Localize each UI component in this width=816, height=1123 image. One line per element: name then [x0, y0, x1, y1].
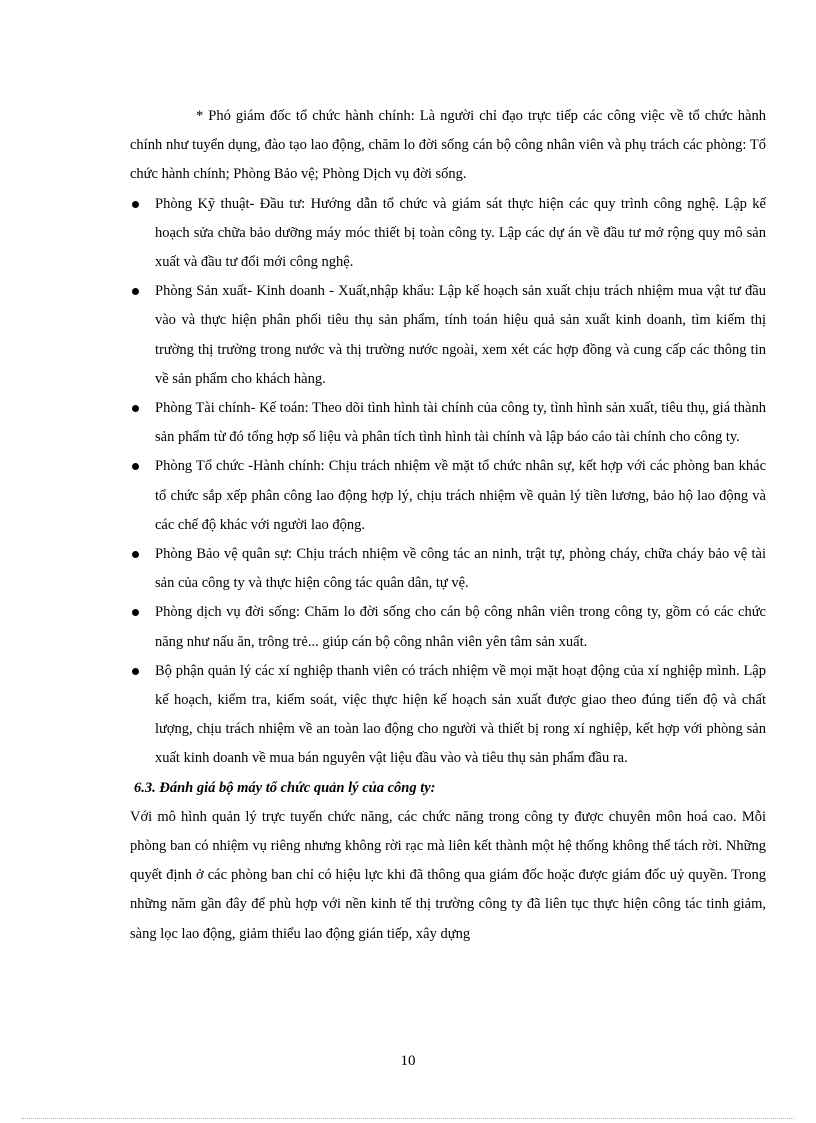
list-item — [130, 598, 766, 656]
bullet-icon — [132, 668, 139, 675]
intro-paragraph: * Phó giám đốc tổ chức hành chính: Là người chỉ đạo trực tiếp các công việc về tổ chức hành chính như tuyển dụng, đào tạo lao động, chăm lo đời sống cán bộ công nhân viên và phụ trách các phòng: Tổ chức hành chính; Phòng Bảo vệ; Phòng Dịch vụ đời sống. — [130, 108, 766, 183]
bullet-icon — [132, 201, 139, 208]
list-item-text: Phòng Sản xuất- Kinh doanh - Xuất,nhập khẩu: Lập kế hoạch sản xuất chịu trách nhiệm mua vật tư đầu vào và thực hiện phân phối tiêu thụ sản phẩm, tính toán hiệu quả sản xuất kinh doanh, tìm kiếm thị trường thị trường trong nước và thị trường nước ngoài, xem xét các hợp đồng và cung cấp các thông tin về sản phẩm cho khách hàng. — [155, 283, 766, 387]
bullet-icon — [132, 551, 139, 558]
bullet-icon — [132, 609, 139, 616]
bullet-icon — [132, 463, 139, 470]
list-item — [130, 452, 766, 540]
list-item-text: Phòng Tổ chức -Hành chính: Chịu trách nhiệm về mặt tổ chức nhân sự, kết hợp với các phòng ban khác tổ chức sắp xếp phân công lao động hợp lý, chịu trách nhiệm về quản lý tiền lương, bảo hộ lao động và các chế độ khác với người lao động. — [155, 458, 766, 533]
section-paragraph: Với mô hình quản lý trực tuyến chức năng, các chức năng trong công ty được chuyên môn hoá cao. Mỗi phòng ban có nhiệm vụ riêng nhưng không rời rạc mà liên kết thành một hệ thống không thể tách rời. Những quyết định ở các phòng ban chỉ có hiệu lực khi đã thông qua giám đốc hoặc được giám đốc uỷ quyền. Trong những năm gần đây để phù hợp với nền kinh tế thị trường công ty đã liên tục thực hiện công tác tinh giảm, sàng lọc lao động, giảm thiểu lao động gián tiếp, xây dựng — [130, 808, 766, 942]
list-item-text: Phòng Tài chính- Kế toán: Theo dõi tình hình tài chính của công ty, tình hình sản xuất, tiêu thụ, giá thành sản phẩm từ đó tổng hợp số liệu và phân tích tình hình tài chính và lập báo cáo tài chính cho công ty. — [155, 400, 766, 446]
list-item — [130, 277, 766, 394]
department-list — [130, 190, 766, 774]
list-item-text: Phòng Kỹ thuật- Đầu tư: Hướng dẫn tổ chức và giám sát thực hiện các quy trình công nghệ. Lập kế hoạch sửa chữa bảo dưỡng máy móc thiết bị toàn công ty. Lập các dự án về đầu tư mở rộng quy mô sản xuất và đầu tư đổi mới công nghệ. — [155, 195, 766, 271]
list-item-text: Phòng dịch vụ đời sống: Chăm lo đời sống cho cán bộ công nhân viên trong công ty, gồm có các chức năng như nấu ăn, trông trẻ... giúp cán bộ công nhân viên yên tâm sản xuất. — [155, 604, 766, 650]
page-border-line — [22, 1118, 794, 1119]
list-item — [130, 657, 766, 774]
bullet-icon — [132, 288, 139, 295]
bullet-icon — [132, 405, 139, 412]
list-item-text: Phòng Bảo vệ quân sự: Chịu trách nhiệm về công tác an ninh, trật tự, phòng cháy, chữa cháy bảo vệ tài sản của công ty và thực hiện công tác quân dân, tự vệ. — [155, 546, 766, 592]
list-item-text: Bộ phận quản lý các xí nghiệp thanh viên có trách nhiệm về mọi mặt hoạt động của xí nghiệp mình. Lập kế hoạch, kiểm tra, kiểm soát, việc thực hiện kế hoạch sản xuất được giao theo đúng tiến độ và chất lượng, chịu trách nhiệm về an toàn lao động cho người và thiết bị rong xí nghiệp, kết hợp với phòng sản xuất kinh doanh về mua bán nguyên vật liệu đầu vào và tiêu thụ sản phẩm đầu ra. — [155, 662, 766, 767]
list-item — [130, 190, 766, 278]
section-heading: 6.3. Đánh giá bộ máy tổ chức quản lý của công ty: — [134, 779, 436, 796]
list-item — [130, 540, 766, 598]
page-content — [130, 102, 766, 949]
page-number: 10 — [400, 1053, 416, 1069]
list-item — [130, 394, 766, 452]
